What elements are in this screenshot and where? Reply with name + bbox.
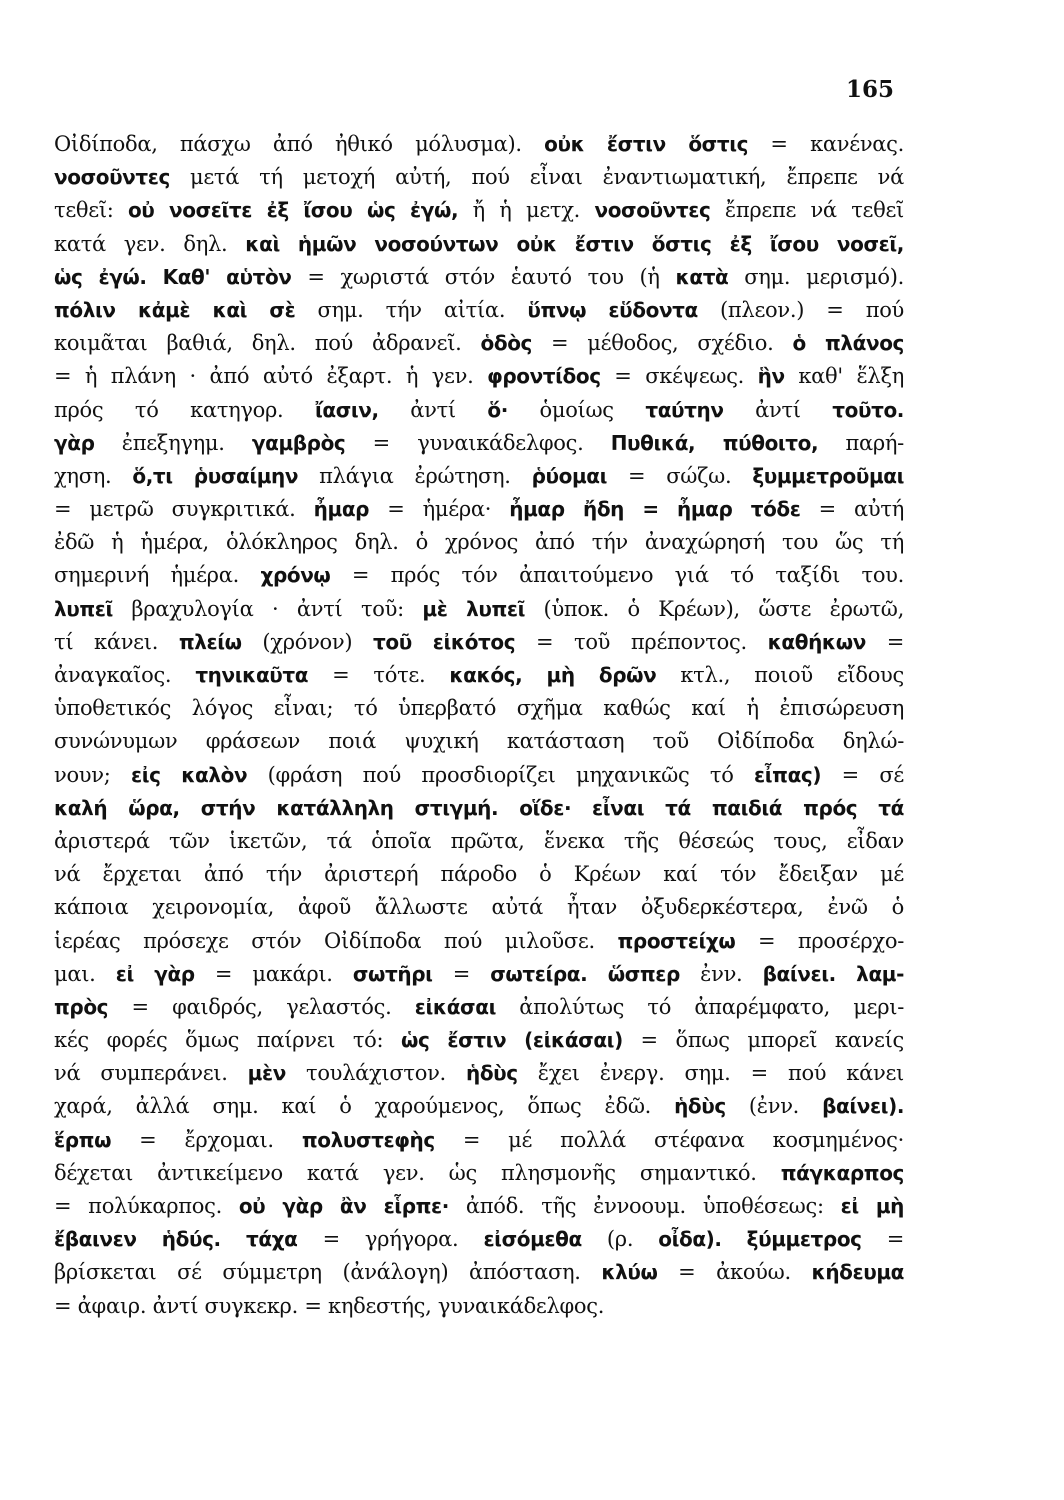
text-line <box>54 1223 904 1256</box>
text-run: παρή- <box>818 430 904 455</box>
text-run: = σκέψεως. <box>600 364 758 389</box>
text-run: = τοῦ πρέποντος. <box>515 629 768 654</box>
text-run <box>722 1227 747 1251</box>
bold-lemma: οὐκ ἔστιν ὅστις <box>544 132 749 156</box>
text-line <box>54 858 904 891</box>
text-run: (ρ. <box>581 1227 659 1252</box>
text-run: τουλάχιστον. <box>285 1061 466 1086</box>
text-line <box>54 194 904 227</box>
text-line <box>54 526 904 559</box>
bold-lemma: ὅ· <box>487 397 508 422</box>
bold-lemma: ξύμμετρος <box>746 1227 862 1252</box>
bold-lemma: σωτῆρι <box>352 961 433 986</box>
bold-lemma: χρόνῳ <box>260 563 331 588</box>
text-run: κατά γεν. δηλ. <box>54 231 246 256</box>
bold-lemma: ταύτην <box>645 397 724 422</box>
text-line <box>54 925 904 958</box>
text-run: χαρά, ἀλλά σημ. καί ὁ χαρούμενος, ὅπως ἐδῶ. <box>54 1094 675 1119</box>
text-line <box>54 460 904 493</box>
bold-lemma: ἡδὺς <box>674 1094 726 1119</box>
text-run: Οἰδίποδα, πάσχω ἀπό ἠθικό μόλυσμα). <box>54 132 545 156</box>
text-line <box>54 1057 904 1090</box>
bold-lemma: εἰ γὰρ <box>115 961 195 986</box>
bold-lemma: οὐ νοσεῖτε ἐξ ἴσου ὡς ἐγώ, <box>127 198 459 223</box>
bold-lemma: κήδευμα <box>811 1260 905 1285</box>
page-number: 165 <box>846 76 895 103</box>
text-line <box>54 1290 904 1323</box>
bold-lemma: τηνικαῦτα <box>195 663 309 687</box>
text-line <box>54 327 904 360</box>
bold-lemma: ξυμμετροῦμαι <box>752 463 905 488</box>
bold-lemma: ἣν <box>757 364 785 389</box>
text-line <box>54 161 904 194</box>
text-run: χηση. <box>54 463 133 488</box>
text-run: ἐπεξηγημ. <box>94 430 252 455</box>
text-run: (χρόνον) <box>241 629 374 654</box>
text-line <box>54 792 904 825</box>
bold-lemma: πλείω <box>178 629 242 654</box>
text-run: νά ἔρχεται ἀπό τήν ἀριστερή πάροδο ὁ Κρέων καί τόν ἔδειξαν μέ <box>54 862 904 887</box>
text-run: = προσέρχο- <box>735 928 904 953</box>
text-line <box>54 659 904 692</box>
text-run: ἀναγκαῖος. <box>54 663 196 687</box>
text-run: δέχεται ἀντικείμενο κατά γεν. ὡς πλησμονῆς σημαντικό. <box>54 1160 781 1185</box>
bold-lemma: ἔβαινεν ἡδύς. τάχα <box>54 1227 298 1252</box>
text-run: ὑποθετικός λόγος εἶναι; τό ὑπερβατό σχῆμα καθώς καί ἡ ἐπισώρευση <box>54 696 904 721</box>
bold-lemma: γαμβρὸς <box>251 430 346 455</box>
bold-lemma: μὲν <box>247 1061 286 1086</box>
bold-lemma: ἦμαρ <box>313 497 370 522</box>
text-line <box>54 128 904 161</box>
text-line <box>54 228 904 261</box>
text-line <box>54 593 904 626</box>
bold-lemma: κακός, μὴ δρῶν <box>449 663 657 687</box>
text-run: βραχυλογία · ἀντί τοῦ: <box>112 596 423 621</box>
text-line <box>54 394 904 427</box>
text-run: = γυναικάδελφος. <box>345 430 611 455</box>
text-run: = <box>865 629 904 654</box>
text-run: σημερινή ἡμέρα. <box>54 563 261 588</box>
text-run: βρίσκεται σέ σύμμετρη (ἀνάλογη) ἀπόσταση. <box>54 1260 602 1285</box>
text-run: (ἐνν. <box>725 1094 823 1119</box>
text-run: μετά τή μετοχή αὐτή, πού εἶναι ἐναντιωματική, ἔπρεπε νά <box>169 165 904 190</box>
bold-lemma: πόλιν κἀμὲ καὶ σὲ <box>54 297 296 322</box>
text-run: ἱερέας πρόσεχε στόν Οἰδίποδα πού μιλοῦσε. <box>54 928 618 953</box>
text-run: = μέ πολλά στέφανα κοσμημένος· <box>434 1127 904 1152</box>
text-run: ἀντί <box>723 397 833 422</box>
text-run: ἀπόδ. τῆς ἐννοουμ. ὑποθέσεως: <box>448 1194 841 1218</box>
bold-lemma: τοῦτο. <box>832 397 904 422</box>
text-run: = ἀκούω. <box>657 1260 812 1285</box>
text-run: καθ' ἕλξη <box>784 364 904 389</box>
text-run: τεθεῖ: <box>54 198 128 223</box>
bold-lemma: ὁ πλάνος <box>792 331 904 356</box>
text-run: ὁμοίως <box>507 397 646 422</box>
text-run: = ἡ πλάνη · ἀπό αὐτό ἐξαρτ. ἡ γεν. <box>54 364 488 389</box>
bold-lemma: λυπεῖ <box>54 596 113 621</box>
text-run: (πλεον.) = πού <box>697 297 905 322</box>
text-line <box>54 626 904 659</box>
text-run: ἔχει ἐνεργ. σημ. = πού κάνει <box>517 1061 904 1086</box>
text-run: πρός τό κατηγορ. <box>54 397 315 422</box>
text-run: ἀντί <box>378 397 488 422</box>
text-line <box>54 1190 904 1223</box>
text-run: ἀριστερά τῶν ἱκετῶν, τά ὁποῖα πρῶτα, ἕνεκα τῆς θέσεώς τους, εἶδαν <box>54 828 904 853</box>
text-run: ἐνν. <box>679 961 763 986</box>
bold-lemma: βαίνει. λαμ- <box>762 961 904 986</box>
text-line <box>54 1090 904 1123</box>
text-run: ἔπρεπε νά τεθεῖ <box>710 198 904 223</box>
text-run: = κανένας. <box>748 132 905 156</box>
bold-lemma: πρὸς <box>54 994 109 1019</box>
text-line <box>54 759 904 792</box>
text-run: = ἡμέρα· <box>369 497 510 522</box>
bold-lemma: νοσοῦντες <box>594 198 711 223</box>
text-run: σημ. μερισμό). <box>728 264 905 289</box>
text-line <box>54 1256 904 1289</box>
bold-lemma: πολυστεφὴς <box>301 1127 435 1152</box>
text-run: μαι. <box>54 961 116 986</box>
bold-lemma: πάγκαρπος <box>780 1160 904 1185</box>
text-run: συνώνυμων φράσεων ποιά ψυχική κατάσταση τοῦ Οἰδίποδα δηλώ- <box>54 729 904 754</box>
bold-lemma: κλύω <box>601 1260 658 1285</box>
bold-lemma: εἰσόμεθα <box>483 1227 582 1252</box>
bold-lemma: ἡδὺς <box>465 1061 518 1086</box>
text-run: ἀπολύτως τό ἀπαρέμφατο, μερι- <box>495 994 904 1019</box>
text-run: = ἔρχομαι. <box>111 1127 302 1152</box>
bold-lemma: βαίνει). <box>822 1094 905 1119</box>
text-run: σημ. τήν αἰτία. <box>295 297 528 322</box>
text-line <box>54 360 904 393</box>
text-run: κές φορές ὅμως παίρνει τό: <box>54 1028 402 1053</box>
bold-lemma: οἶδα). <box>658 1227 722 1252</box>
bold-lemma: εἰς καλὸν <box>130 762 248 787</box>
text-run: = πολύκαρπος. <box>54 1194 239 1218</box>
text-run: πλάγια ἐρώτηση. <box>298 463 532 488</box>
text-run: = μέθοδος, σχέδιο. <box>532 331 793 356</box>
text-run: = χωριστά στόν ἑαυτό του (ἡ <box>291 264 676 289</box>
text-line <box>54 958 904 991</box>
commentary-text <box>54 128 904 1323</box>
text-run: = ὅπως μπορεῖ κανείς <box>622 1028 904 1053</box>
text-run: = <box>861 1227 904 1252</box>
text-line <box>54 825 904 858</box>
bold-lemma: ῥύομαι <box>531 463 608 488</box>
text-line <box>54 261 904 294</box>
text-run: = μετρῶ συγκριτικά. <box>54 497 314 522</box>
text-run: = <box>432 961 491 986</box>
bold-lemma: ὡς ἐγώ. Καθ' αὑτὸν <box>54 264 292 289</box>
bold-lemma: σωτείρα. ὥσπερ <box>490 961 680 986</box>
bold-lemma: γὰρ <box>54 430 95 455</box>
text-run: τί κάνει. <box>54 629 179 654</box>
bold-lemma: εἰκάσαι <box>414 994 496 1019</box>
text-run: = μακάρι. <box>194 961 353 986</box>
text-run: νουν; <box>54 762 131 787</box>
bold-lemma: ὡς ἔστιν (εἰκάσαι) <box>401 1028 623 1053</box>
bold-lemma: οὐ γὰρ ἂν εἷρπε· <box>238 1194 449 1218</box>
bold-lemma: καλή ὥρα, στήν κατάλληλη στιγμή. οἵδε· <box>54 795 572 820</box>
text-run: (ὑποκ. ὁ Κρέων), ὥστε ἐρωτῶ, <box>525 596 904 621</box>
bold-lemma: προστείχω <box>617 928 736 953</box>
bold-lemma: εἰ μὴ <box>840 1194 904 1218</box>
text-run: = σώζω. <box>607 463 753 488</box>
text-line <box>54 427 904 460</box>
text-run: = γρήγορα. <box>297 1227 484 1252</box>
text-line <box>54 294 904 327</box>
bold-lemma: κατὰ <box>675 264 729 289</box>
bold-lemma: τοῦ εἰκότος <box>373 629 516 654</box>
text-line <box>54 692 904 725</box>
bold-lemma: Πυθικά, πύθοιτο, <box>610 430 819 455</box>
bold-lemma: ἦμαρ ἤδη = ἦμαρ τόδε <box>509 497 801 522</box>
text-line <box>54 1024 904 1057</box>
bold-lemma: ὁδὸς <box>480 331 532 356</box>
text-run: (φράση πού προσδιορίζει μηχανικῶς τό <box>247 762 755 787</box>
text-run: = σέ <box>821 762 904 787</box>
text-line <box>54 493 904 526</box>
text-line <box>54 725 904 758</box>
bold-lemma: ἕρπω <box>54 1127 112 1152</box>
bold-lemma: καὶ ἡμῶν νοσούντων οὐκ ἔστιν ὅστις ἐξ ἴσου νοσεῖ, <box>245 231 904 256</box>
text-line <box>54 1124 904 1157</box>
text-run: κοιμᾶται βαθιά, δηλ. πού ἀδρανεῖ. <box>54 331 481 356</box>
bold-lemma: φροντίδος <box>487 364 601 389</box>
bold-lemma: νοσοῦντες <box>54 165 170 190</box>
bold-lemma: μὲ λυπεῖ <box>422 596 526 621</box>
text-line <box>54 891 904 924</box>
text-run: ἤ ἡ μετχ. <box>458 198 595 223</box>
text-run: κάποια χειρονομία, ἀφοῦ ἄλλωστε αὐτά ἦταν ὀξυδερκέστερα, ἐνῶ ὁ <box>54 895 904 920</box>
bold-lemma: ἴασιν, <box>314 397 379 422</box>
bold-lemma: εἶναι τά παιδιά πρός τά <box>592 795 904 820</box>
text-run: = τότε. <box>308 663 450 687</box>
bold-lemma: ὅ,τι ῥυσαίμην <box>132 463 299 488</box>
bold-lemma: ὕπνῳ εὕδοντα <box>527 297 698 322</box>
text-line <box>54 559 904 592</box>
text-run: = πρός τόν ἀπαιτούμενο γιά τό ταξίδι του. <box>330 563 905 588</box>
text-run: ἐδῶ ἡ ἡμέρα, ὁλόκληρος δηλ. ὁ χρόνος ἀπό τήν ἀναχώρησή του ὥς τή <box>54 530 904 555</box>
text-run <box>571 796 592 820</box>
text-run: = φαιδρός, γελαστός. <box>108 994 415 1019</box>
text-run: κτλ., ποιοῦ εἴδους <box>656 663 904 687</box>
bold-lemma: καθήκων <box>767 629 866 654</box>
text-run: = αὐτή <box>800 497 904 522</box>
text-line <box>54 991 904 1024</box>
text-line <box>54 1157 904 1190</box>
text-run: νά συμπεράνει. <box>54 1061 248 1086</box>
text-run: = ἀφαιρ. ἀντί συγκεκρ. = κηδεστής, γυναικάδελφος. <box>54 1293 605 1318</box>
bold-lemma: εἶπας) <box>754 762 822 787</box>
